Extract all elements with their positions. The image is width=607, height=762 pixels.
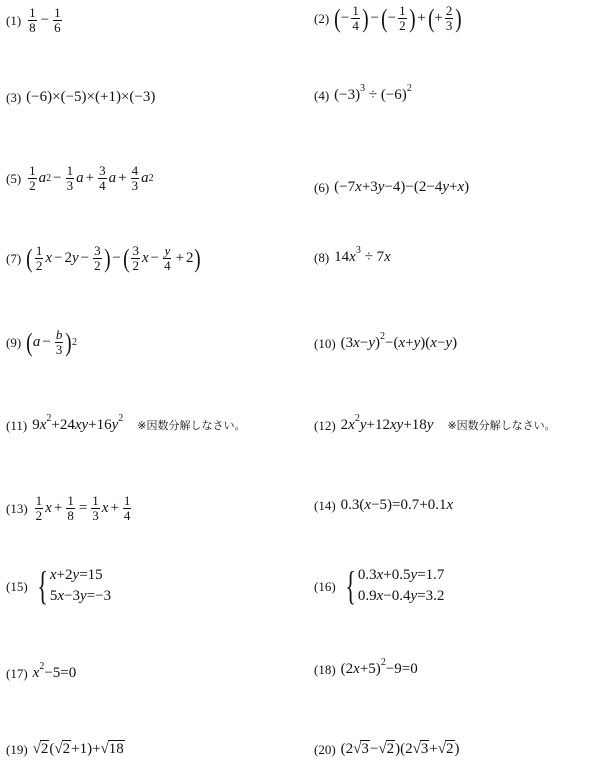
problem-label: (18)	[314, 662, 336, 677]
problem-label: (3)	[6, 90, 22, 105]
problem-label: (10)	[314, 336, 336, 351]
expression: $x^2-5=0$	[32, 661, 77, 681]
problem-label: (1)	[6, 13, 22, 28]
problem-10	[314, 331, 458, 351]
problem-20	[314, 742, 460, 757]
problem-16	[314, 563, 445, 608]
problem-9	[6, 328, 77, 357]
problem-6	[314, 180, 469, 195]
expression: (−7x+3y−4)−(2−4y+x)	[334, 179, 470, 195]
problem-label: (20)	[314, 742, 336, 757]
problem-label: (17)	[6, 666, 28, 681]
expression: 0.3(x−5)=0.7+0.1x	[340, 497, 454, 513]
expression: $2x^2y+12xy+18y$	[340, 413, 434, 433]
problem-15	[6, 563, 112, 608]
problem-2	[314, 4, 462, 33]
expression: √2(√2+1)+√18	[32, 741, 124, 757]
problem-label: (9)	[6, 335, 22, 350]
problem-14	[314, 498, 453, 513]
expression: $14x^3 \div 7x$	[334, 245, 391, 265]
expression: $\frac{1}{8}$ − $\frac{1}{6}$	[29, 5, 61, 35]
expression: $\frac{1}{2}$ x + $\frac{1}{8}$ = $\frac{1}{3}$ x + $\frac{1}{4}$	[35, 493, 131, 523]
expression: ( $\frac{1}{2}$ x − 2 y − $\frac{3}{2}$ ) − ( $\frac{3}{2}$ x − $\frac{y}{4}$ + 2 )	[26, 243, 201, 273]
problem-label: (14)	[314, 498, 336, 513]
expression: ( − $\frac{1}{4}$ ) − ( − $\frac{1}{2}$ ) + ( + $\frac{2}{3}$ )	[334, 3, 462, 33]
problem-label: (13)	[6, 501, 28, 516]
problem-label: (19)	[6, 742, 28, 757]
problem-3	[6, 90, 155, 105]
problem-label: (5)	[6, 171, 22, 186]
problem-label: (2)	[314, 11, 330, 26]
problem-13	[6, 494, 133, 523]
problem-label: (8)	[314, 250, 330, 265]
problem-label: (6)	[314, 180, 330, 195]
problem-label: (12)	[314, 418, 336, 433]
problem-1	[6, 6, 64, 35]
problem-label: (16)	[314, 578, 336, 594]
expression: ( a − $\frac{b}{3}$ ) 2	[26, 327, 77, 357]
expression: (−6)×(−5)×(+1)×(−3)	[26, 89, 156, 105]
problem-8	[314, 245, 391, 265]
problem-label: (7)	[6, 251, 22, 266]
problem-label: (11)	[6, 418, 28, 433]
expression: $(-3)^3 \div (-6)^2$	[334, 83, 412, 103]
problem-19	[6, 742, 125, 757]
expression: $\frac{1}{2}$ a 2 − $\frac{1}{3}$ a + $\frac{3}{4}$ a + $\frac{4}{3}$ a 2	[29, 163, 154, 193]
problem-12	[314, 413, 556, 433]
instruction-note: ※因数分解しなさい。	[137, 419, 246, 432]
expression: $(2x+5)^2-9=0$	[340, 657, 418, 677]
expression: $9x^2+24xy+16y^2$	[32, 413, 124, 433]
problem-11	[6, 413, 246, 433]
problem-label: (15)	[6, 578, 28, 594]
problem-18	[314, 657, 418, 677]
problem-4	[314, 83, 412, 103]
instruction-note: ※因数分解しなさい。	[447, 419, 556, 432]
problem-label: (4)	[314, 88, 330, 103]
equation-system: { 0.3x+0.5y=1.7 0.9x−0.4y=3.2	[344, 563, 445, 608]
problem-5	[6, 164, 154, 193]
problem-17	[6, 661, 77, 681]
expression: (2√3−√2)(2√3+√2)	[340, 741, 460, 757]
problem-7	[6, 244, 200, 273]
expression: $(3x-y)^2-(x+y)(x-y)$	[340, 331, 458, 351]
equation-system: { x+2y=15 5x−3y=−3	[36, 563, 112, 608]
